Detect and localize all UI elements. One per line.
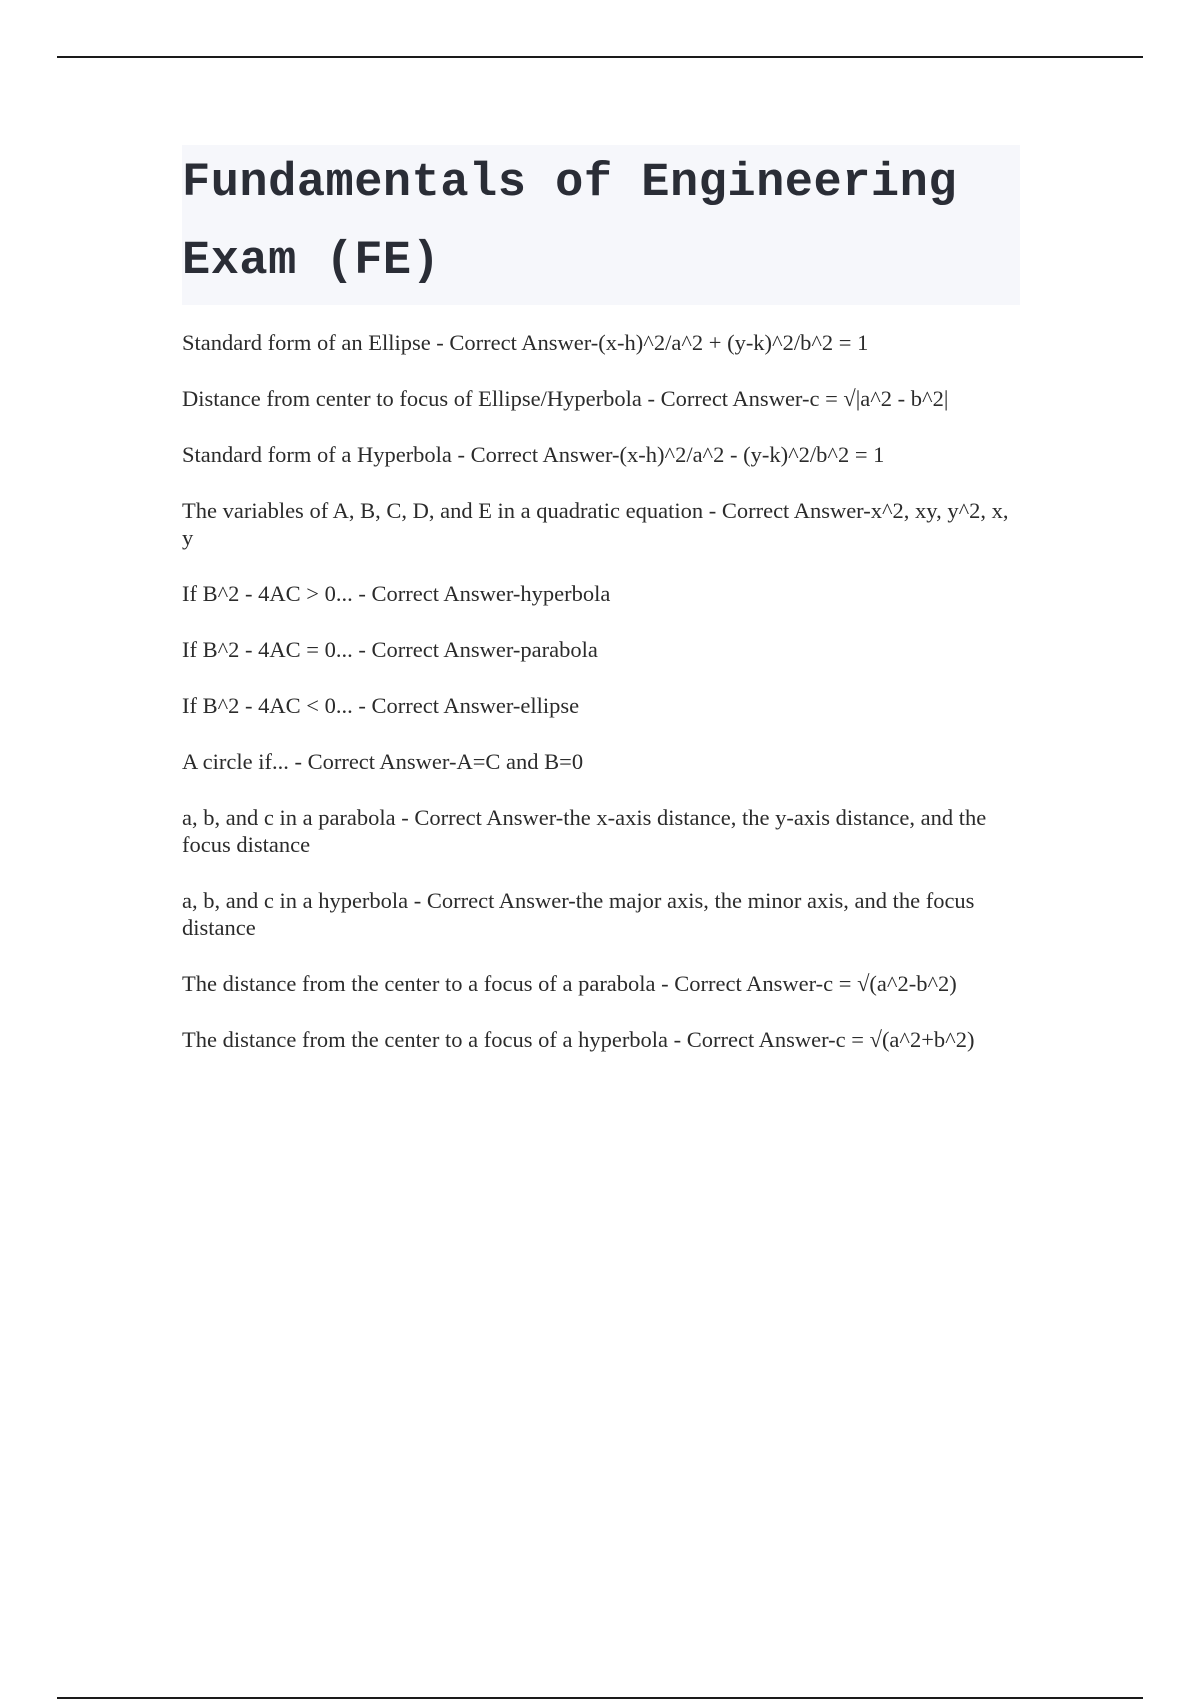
list-item: If B^2 - 4AC = 0... - Correct Answer-parabola — [182, 637, 598, 662]
list-item: a, b, and c in a parabola - Correct Answer-the x-axis distance, the y-axis distance, and the focus distance — [182, 805, 987, 857]
page-title: Fundamentals of Engineering Exam (FE) — [182, 157, 958, 288]
list-item: The distance from the center to a focus of a parabola - Correct Answer-c = √(a^2-b^2) — [182, 971, 957, 996]
bottom-divider — [57, 1697, 1143, 1699]
list-item: The distance from the center to a focus of a hyperbola - Correct Answer-c = √(a^2+b^2) — [182, 1027, 975, 1052]
list-item: If B^2 - 4AC < 0... - Correct Answer-ellipse — [182, 693, 580, 718]
document-body — [182, 145, 1020, 1082]
list-item: A circle if... - Correct Answer-A=C and B=0 — [182, 749, 584, 774]
list-item: a, b, and c in a hyperbola - Correct Answer-the major axis, the minor axis, and the focus distance — [182, 888, 975, 940]
list-item: Standard form of an Ellipse - Correct Answer-(x-h)^2/a^2 + (y-k)^2/b^2 = 1 — [182, 330, 869, 355]
list-item: If B^2 - 4AC > 0... - Correct Answer-hyperbola — [182, 581, 611, 606]
question-answer-list — [182, 329, 1020, 1053]
list-item: Distance from center to focus of Ellipse/Hyperbola - Correct Answer-c = √|a^2 - b^2| — [182, 386, 949, 411]
top-divider — [57, 56, 1143, 58]
list-item: Standard form of a Hyperbola - Correct Answer-(x-h)^2/a^2 - (y-k)^2/b^2 = 1 — [182, 442, 885, 467]
list-item: The variables of A, B, C, D, and E in a quadratic equation - Correct Answer-x^2, xy, y^2, x, y — [182, 498, 1009, 550]
title-banner — [182, 145, 1020, 305]
